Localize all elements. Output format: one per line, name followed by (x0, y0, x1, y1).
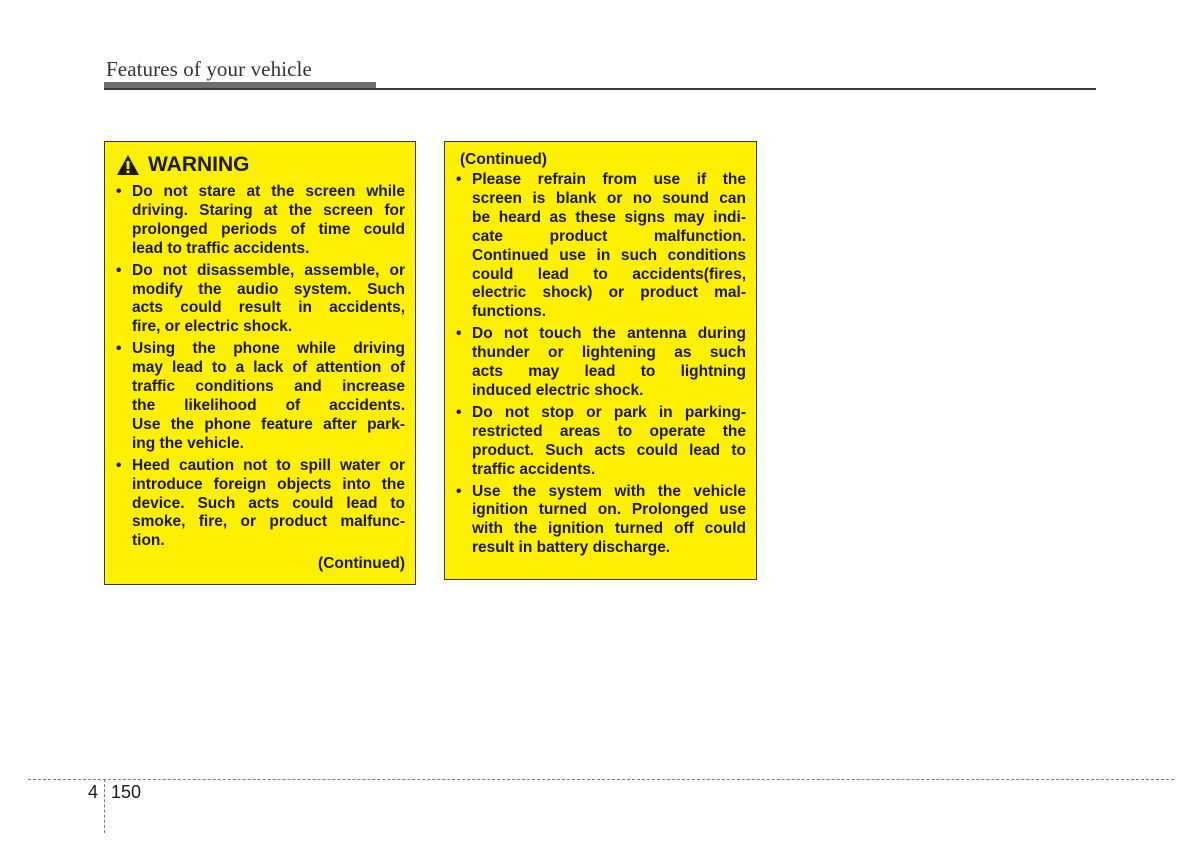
warning-box-left (104, 141, 416, 585)
warning-line: traffic accidents. (472, 460, 596, 478)
warning-list-right (456, 171, 746, 558)
warning-list-item (116, 457, 405, 552)
warning-line: modify the audio system. Such (132, 280, 405, 298)
warning-line: induced electric shock. (472, 381, 644, 399)
bullet-icon: • (456, 325, 462, 343)
footer-dashed-rule (28, 779, 1174, 780)
warning-line: functions. (472, 303, 547, 321)
page-header-title: Features of your vehicle (106, 57, 312, 81)
warning-line: the likelihood of accidents. (132, 396, 405, 414)
warning-line: driving. Staring at the screen for (132, 201, 405, 219)
warning-line: prolonged periods of time could (132, 220, 405, 238)
warning-line: tion. (132, 532, 165, 550)
warning-line: with the ignition turned off could (472, 520, 746, 538)
warning-line: ignition turned on. Prolonged use (472, 501, 746, 519)
warning-line: Do not stop or park in parking- (472, 403, 746, 421)
bullet-icon: • (116, 183, 122, 200)
warning-heading (116, 153, 405, 177)
warning-line: Do not touch the antenna during (472, 325, 746, 343)
warning-list-item (456, 483, 746, 559)
chapter-number: 4 (88, 782, 99, 802)
warning-line: restricted areas to operate the (472, 422, 746, 440)
bullet-icon: • (116, 261, 122, 279)
warning-line: Do not stare at the screen while (132, 183, 405, 200)
warning-line: thunder or lightening as such (472, 344, 746, 362)
header-rule-thin (104, 88, 1096, 90)
warning-list-item (456, 325, 746, 401)
warning-line: Continued use in such conditions (472, 246, 746, 264)
warning-line: smoke, fire, or product malfunc- (132, 513, 405, 531)
warning-line: screen is blank or no sound can (472, 189, 746, 207)
warning-heading-text: WARNING (148, 153, 250, 176)
warning-line: cate product malfunction. (472, 227, 746, 245)
warning-line: product. Such acts could lead to (472, 441, 746, 459)
warning-triangle-icon (116, 154, 140, 176)
warning-line: acts may lead to lightning (472, 363, 746, 381)
warning-line: lead to traffic accidents. (132, 239, 310, 257)
footer-dashed-divider (104, 779, 105, 833)
continued-label-bottom: (Continued) (318, 555, 405, 573)
warning-line: Do not disassemble, assemble, or (132, 261, 405, 279)
continued-label-top: (Continued) (460, 151, 547, 168)
warning-line: fire, or electric shock. (132, 318, 293, 336)
warning-line: acts could result in accidents, (132, 299, 405, 317)
warning-line: may lead to a lack of attention of (132, 359, 405, 377)
warning-list-item (456, 171, 746, 322)
bullet-icon: • (456, 403, 462, 421)
warning-line: electric shock) or product mal- (472, 284, 746, 302)
warning-line: traffic conditions and increase (132, 378, 405, 396)
warning-line: result in battery discharge. (472, 539, 671, 557)
warning-line: be heard as these signs may indi- (472, 208, 746, 226)
warning-line: could lead to accidents(fires, (472, 265, 746, 283)
warning-line: device. Such acts could lead to (132, 494, 405, 512)
warning-line: Heed caution not to spill water or (132, 456, 405, 474)
warning-list-item (116, 340, 405, 453)
warning-line: Use the phone feature after park- (132, 415, 405, 433)
warning-line: Using the phone while driving (132, 340, 405, 358)
warning-list-item (456, 404, 746, 480)
warning-list-item (116, 183, 405, 259)
bullet-icon: • (116, 340, 122, 358)
warning-line: Use the system with the vehicle (472, 482, 746, 500)
bullet-icon: • (456, 171, 462, 188)
warning-line: introduce foreign objects into the (132, 475, 405, 493)
bullet-icon: • (456, 482, 462, 500)
warning-line: ing the vehicle. (132, 434, 244, 452)
warning-list-item (116, 262, 405, 338)
bullet-icon: • (116, 456, 122, 474)
warning-line: Please refrain from use if the (472, 171, 746, 188)
warning-box-right (444, 141, 757, 580)
page-number: 150 (111, 782, 142, 802)
warning-list-left (116, 183, 405, 551)
